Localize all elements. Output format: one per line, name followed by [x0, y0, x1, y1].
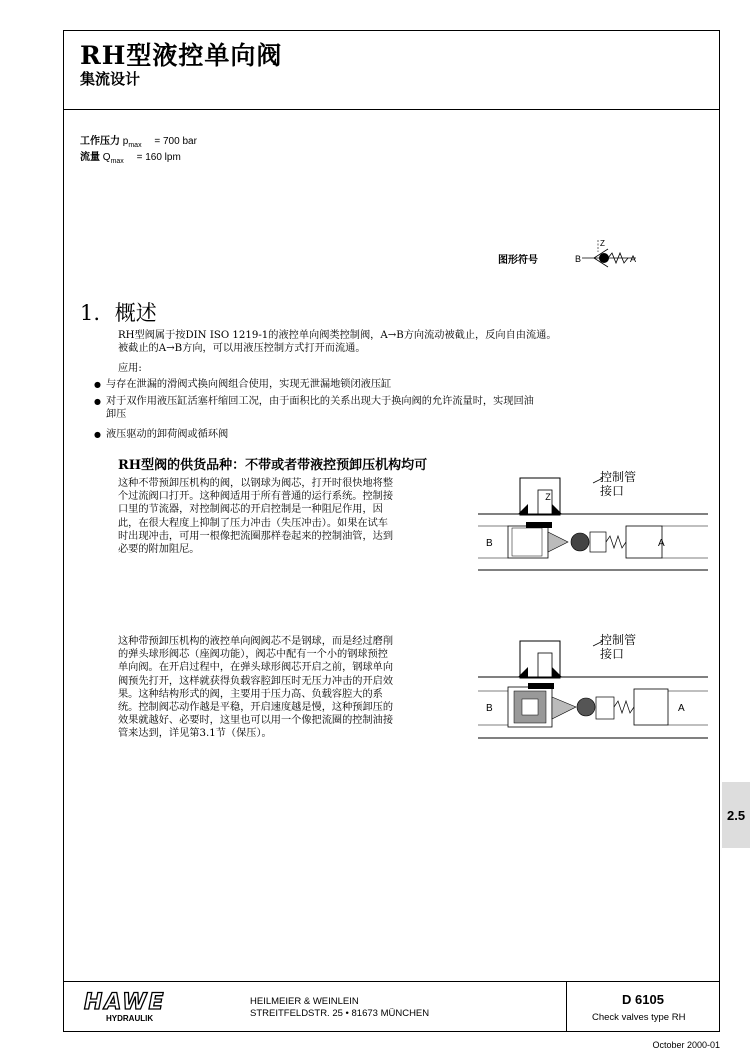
- section-title: [80, 297, 157, 327]
- spec-pressure: [80, 132, 197, 149]
- company-address: [250, 996, 429, 1020]
- text-line: 必要的附加阻尼。: [118, 544, 200, 556]
- spec-value: = 160 lpm: [136, 152, 181, 163]
- spec-sub: max: [128, 142, 142, 149]
- control-label-line: 接口: [600, 647, 625, 661]
- control-label-line: 接口: [600, 484, 625, 498]
- spec-label: 流量: [80, 152, 100, 163]
- drawing-port-b: B: [486, 703, 493, 714]
- document-date: October 2000-01: [652, 1040, 720, 1050]
- text-line: 这种不带预卸压机构的阀，以钢球为阀芯，打开时很快地将整: [118, 478, 394, 489]
- intro-line-2: 被截止的A→B方向，可以用液压控制方式打开而流通。: [118, 343, 366, 354]
- text-line: 统。控制阀芯动作越是平稳，开启速度越是慢，这种预卸压的: [118, 702, 394, 714]
- spec-label: 工作压力: [80, 136, 120, 147]
- symbol-port-z: Z: [600, 239, 605, 248]
- text-line: 口里的节流器，对控制阀芯的开启控制是一种阻尼作用，因: [118, 504, 383, 516]
- usage-label: 应用:: [118, 363, 142, 374]
- supply-paragraph-1: [118, 477, 468, 556]
- valve-drawing-with-predecompression: [478, 633, 708, 743]
- text-line: 的弹头球形阀芯（座阀功能），阀芯中配有一个小的钢球预控: [118, 649, 388, 661]
- hydraulic-symbol: [574, 236, 644, 276]
- bullet-item: ● 与存在泄漏的滑阀式换向阀组合使用，实现无泄漏地锁闭液压缸: [106, 378, 666, 391]
- spec-sub: max: [110, 158, 124, 165]
- drawing-port-b: B: [486, 538, 493, 549]
- drawing-port-a: A: [678, 703, 685, 714]
- control-label-line: 控制管: [600, 470, 637, 484]
- text-line: 果。这种结构形式的阀，主要用于压力高、负载容腔大的系: [118, 688, 383, 700]
- section-tab-label: 2.5: [727, 808, 746, 823]
- text-line: 阀预先打开，这样就获得负载容腔卸压时无压力冲击的开启效: [118, 675, 394, 687]
- spec-symbol: p: [122, 136, 129, 147]
- spec-flow: [80, 148, 181, 165]
- footer-separator: [566, 981, 567, 1032]
- spec-symbol: Q: [102, 152, 111, 163]
- text-line: 这种带预卸压机构的液控单向阀阀芯不是钢球，而是经过磨削: [118, 636, 394, 647]
- drawing-port-a: A: [658, 538, 665, 549]
- street-address: STREITFELDSTR. 25 • 81673 MÜNCHEN: [250, 1008, 430, 1019]
- hawe-logo: [82, 990, 182, 1024]
- text-line: 效果就越好、必要时，这里也可以用一个像把流圈的控制油接: [118, 715, 394, 727]
- text-line: 单向阀。在开启过程中，在弹头球形阀芯开启之前，钢球单向: [118, 662, 394, 674]
- supply-heading: RH型阀的供货品种：不带或者带液控预卸压机构均可: [118, 458, 428, 473]
- section-heading: 概述: [114, 301, 157, 325]
- section-tab: [722, 782, 750, 848]
- text-line: 此，在很大程度上抑制了压力冲击（失压冲击）。如果在试车: [118, 517, 388, 529]
- text-line: 个过流阀口打开。这种阀适用于所有普通的运行系统。控制接: [118, 491, 394, 503]
- logo-subtext: HYDRAULIK: [106, 1014, 154, 1023]
- text-line: 管来达到，详见第3.1节（保压）。: [118, 728, 272, 740]
- symbol-port-b: B: [575, 254, 582, 264]
- text-line: 时出现冲击，可用一根像把流圈那样卷起来的控制油管，达到: [118, 530, 394, 542]
- bullet-item: ● 液压驱动的卸荷阀或循环阀: [106, 428, 666, 441]
- symbol-port-a: A: [630, 254, 637, 264]
- valve-drawing-without-predecompression: [478, 470, 708, 575]
- page-title: RH型液控单向阀: [80, 41, 283, 70]
- logo-text: HAWE: [84, 990, 166, 1015]
- supply-paragraph-2: [118, 635, 468, 741]
- intro-line-1: RH型阀属于按DIN ISO 1219-1的液控单向阀类控制阀，A→B方向流动被截止，反向自由流通。: [118, 330, 557, 341]
- bullet-continuation: 卸压: [106, 409, 127, 420]
- section-number: 1.: [80, 301, 101, 325]
- page-subtitle: 集流设计: [80, 70, 141, 88]
- bullet-item: ● 对于双作用液压缸活塞杆缩回工况，由于面积比的关系出现大于换向阀的允许流量时，实现回油: [106, 395, 666, 408]
- control-label-line: 控制管: [600, 633, 637, 647]
- symbol-label: 图形符号: [498, 255, 538, 266]
- drawing-port-z: Z: [545, 492, 551, 502]
- spec-value: = 700 bar: [154, 136, 197, 147]
- document-number: D 6105: [622, 992, 664, 1007]
- document-type: Check valves type RH: [592, 1012, 686, 1023]
- footer-divider: [63, 981, 720, 982]
- company-name: HEILMEIER & WEINLEIN: [250, 996, 359, 1007]
